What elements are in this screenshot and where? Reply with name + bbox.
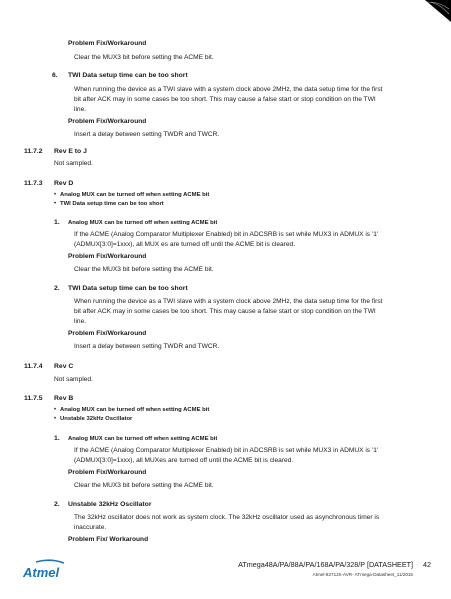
body-text: (ADMUX[3:0]=1xxx), all MUXes are turned off until the ACME bit is cleared. [74, 457, 294, 464]
bullet-item: Unstable 32kHz Oscillator [60, 416, 133, 422]
body-text: (ADMUX[3:0]=1xxx), all MUX es are turned off until the ACME bit is cleared. [74, 241, 296, 248]
page-number: 42 [423, 560, 431, 569]
problem-fix-heading: Problem Fix/Workaround [68, 253, 147, 260]
body-text: line. [74, 318, 87, 325]
bullet-icon: • [54, 416, 57, 422]
body-text: line. [74, 106, 87, 113]
bullet-icon: • [54, 201, 57, 207]
body-text: inaccurate. [74, 524, 107, 531]
problem-fix-heading: Problem Fix/Workaround [68, 330, 147, 337]
body-text: bit after ACK may in some cases be too short. This may cause a false start or stop condition on the TWI [74, 96, 376, 103]
item-number: 1. [54, 219, 60, 226]
problem-fix-heading: Problem Fix/Workaround [68, 40, 147, 47]
body-text: Not sampled. [54, 160, 93, 167]
section-heading: Rev D [54, 180, 74, 187]
item-heading: Analog MUX can be turned off when setting ACME bit [68, 436, 218, 442]
problem-fix-heading: Problem Fix/Workaround [68, 469, 147, 476]
item-number: 2. [54, 501, 60, 508]
item-number: 1. [54, 435, 60, 442]
item-number: 6. [52, 72, 58, 79]
problem-fix-heading: Problem Fix/Workaround [68, 118, 147, 125]
item-heading: Unstable 32kHz Oscillator [68, 501, 152, 508]
item-number: 2. [54, 285, 60, 292]
item-heading: Analog MUX can be turned off when setting ACME bit [68, 220, 218, 226]
body-text: bit after ACK may in some cases be too short. This may cause a false start or stop condition on the TWI [74, 308, 376, 315]
section-number: 11.7.3 [24, 180, 43, 187]
footer-doc-reference: Atmel-8271JS-AVR- ATmega-Datasheet_11/2015 [312, 572, 413, 577]
bullet-icon: • [54, 192, 57, 198]
bullet-icon: • [54, 407, 57, 413]
bullet-item: TWI Data setup time can be too short [60, 201, 164, 207]
problem-fix-heading: Problem Fix/ Workaround [68, 536, 149, 543]
atmel-logo-icon [22, 557, 68, 581]
body-text: Clear the MUX3 bit before setting the ACME bit. [74, 482, 214, 489]
svg-text:Atmel: Atmel [23, 565, 60, 580]
section-heading: Rev B [54, 395, 74, 402]
footer-document-title: ATmega48A/PA/88A/PA/168A/PA/328/P [DATASHEET] [238, 560, 413, 569]
body-text: If the ACME (Analog Comparator Multiplexer Enabled) bit in ADCSRB is set while MUX3 in ADMUX is '1' [74, 447, 379, 454]
body-text: Clear the MUX3 bit before setting the ACME bit. [74, 54, 214, 61]
bullet-item: Analog MUX can be turned off when setting ACME bit [60, 407, 210, 413]
section-number: 11.7.2 [24, 148, 43, 155]
section-number: 11.7.4 [24, 363, 43, 370]
section-number: 11.7.5 [24, 395, 43, 402]
body-text: Clear the MUX3 bit before setting the ACME bit. [74, 266, 214, 273]
item-heading: TWI Data setup time can be too short [68, 285, 188, 292]
body-text: Insert a delay between setting TWDR and TWCR. [74, 131, 220, 138]
section-heading: Rev C [54, 363, 74, 370]
body-text: Insert a delay between setting TWDR and TWCR. [74, 343, 220, 350]
body-text: Not sampled. [54, 376, 93, 383]
bullet-item: Analog MUX can be turned off when setting ACME bit [60, 192, 210, 198]
corner-decoration-icon [405, 0, 451, 22]
body-text: The 32kHz oscillator does not work as system clock. The 32kHz oscillator used as asynchronous timer is [74, 514, 380, 521]
body-text: When running the device as a TWI slave with a system clock above 2MHz, the data setup time for the first [74, 86, 383, 93]
body-text: When running the device as a TWI slave with a system clock above 2MHz, the data setup time for the first [74, 298, 383, 305]
body-text: If the ACME (Analog Comparator Multiplexer Enabled) bit in ADCSRB is set while MUX3 in ADMUX is '1' [74, 231, 379, 238]
section-heading: Rev E to J [54, 148, 87, 155]
item-heading: TWI Data setup time can be too short [68, 72, 188, 79]
